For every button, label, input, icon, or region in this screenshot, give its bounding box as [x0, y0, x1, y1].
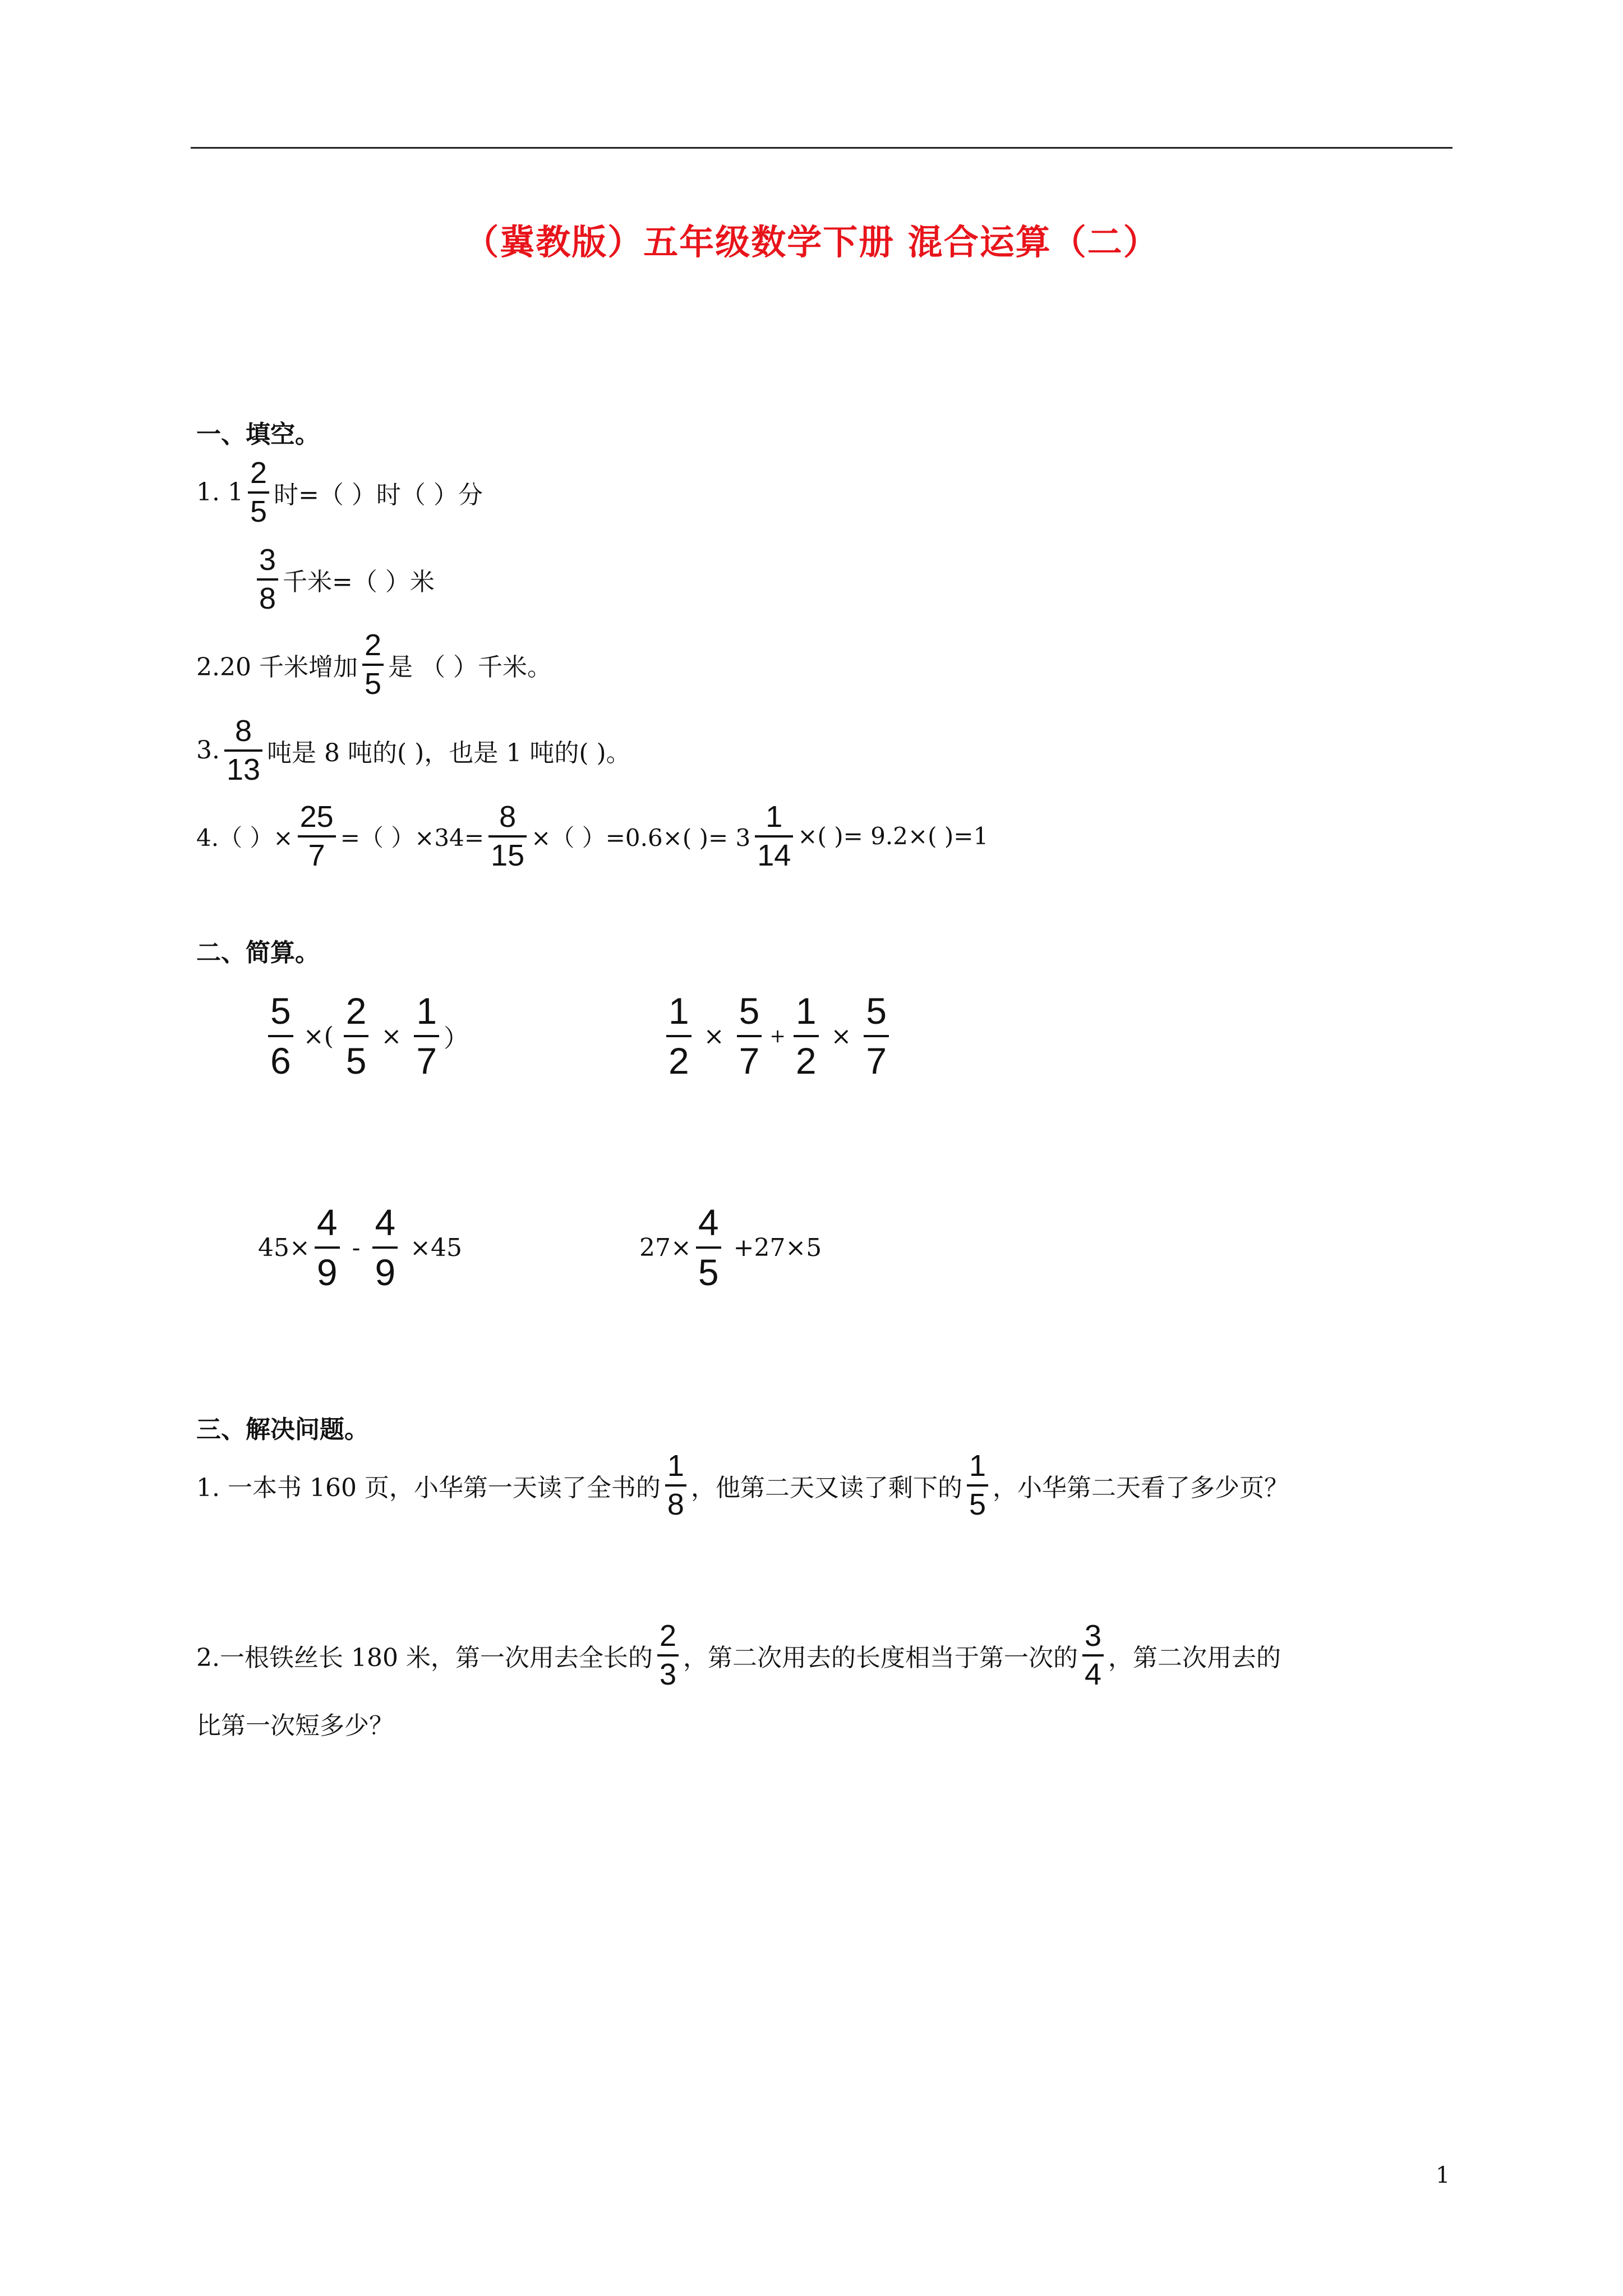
e2-fraction-2	[737, 992, 762, 1081]
expr-4	[639, 1203, 822, 1292]
q1a-line	[196, 457, 483, 527]
fraction-bar	[794, 1035, 819, 1037]
q4-frac3-num: 1	[766, 800, 783, 834]
e1-op1: ×(	[303, 1022, 334, 1051]
fraction-bar	[344, 1035, 369, 1037]
fraction-bar	[362, 664, 384, 666]
e1-f3-num: 1	[416, 990, 437, 1032]
q4-fraction-2	[488, 801, 527, 871]
q2-suffix: 是 （ ）千米。	[388, 652, 552, 682]
q1b-fraction	[257, 544, 278, 614]
q1b-frac-num: 3	[259, 543, 276, 577]
section2-heading: 二、简算。	[196, 938, 320, 967]
e3-f2-num: 4	[375, 1202, 396, 1243]
e1-f2-den: 5	[345, 1040, 367, 1082]
expr-2	[662, 992, 893, 1081]
p2-part2: ，第二次用去的长度相当于第一次的	[683, 1643, 1078, 1672]
expr-3	[258, 1203, 462, 1292]
e2-fraction-3	[794, 992, 819, 1081]
q2-prefix: 2.20 千米增加	[196, 652, 358, 682]
e2-f1-den: 2	[668, 1040, 689, 1082]
p1-part3: ，小华第二天看了多少页？	[993, 1473, 1289, 1502]
fraction-bar	[737, 1035, 762, 1037]
fraction-bar	[414, 1035, 439, 1037]
q3-frac-den: 13	[226, 752, 261, 786]
e4-post: +27×5	[733, 1233, 822, 1262]
q3-prefix: 3.	[196, 736, 220, 765]
q4-frac2-num: 8	[499, 800, 517, 834]
e2-fraction-1	[666, 992, 691, 1081]
header-rule	[191, 147, 1453, 149]
expr-1	[264, 992, 468, 1081]
e1-op3: ）	[444, 1024, 469, 1053]
q4-frac1-den: 7	[308, 838, 325, 872]
e2-f1-num: 1	[668, 990, 689, 1032]
e4-fraction-1	[696, 1203, 721, 1292]
e3-pre: 45×	[258, 1233, 310, 1262]
fraction-bar	[224, 749, 262, 752]
q3-line	[196, 715, 631, 785]
fraction-bar	[666, 1035, 691, 1037]
fraction-bar	[298, 835, 336, 838]
e1-f1-den: 6	[270, 1040, 291, 1082]
q4-part1: 4.（ ）×	[196, 823, 293, 852]
fraction-bar	[696, 1246, 721, 1249]
e3-f2-den: 9	[375, 1251, 396, 1294]
fraction-bar	[248, 491, 269, 494]
q4-fraction-1	[298, 801, 336, 871]
p1-fraction-1	[665, 1450, 686, 1520]
p1-f2-den: 5	[969, 1487, 986, 1521]
e3-fraction-1	[315, 1203, 340, 1292]
p1-part1: 1. 一本书 160 页，小华第一天读了全书的	[196, 1473, 661, 1502]
q4-line	[196, 801, 988, 871]
fraction-bar	[967, 1484, 988, 1487]
q2-frac-den: 5	[364, 666, 382, 701]
q4-fraction-3	[755, 801, 793, 871]
e1-f3-den: 7	[416, 1040, 437, 1082]
e1-f1-num: 5	[270, 990, 291, 1032]
p2-fraction-2	[1082, 1620, 1104, 1690]
e2-f2-num: 5	[739, 990, 760, 1032]
e2-f4-num: 5	[866, 990, 887, 1032]
e1-op2: ×	[381, 1022, 402, 1051]
q3-suffix: 吨是 8 吨的( )，也是 1 吨的( )。	[267, 738, 631, 767]
q1a-frac-num: 2	[250, 456, 268, 490]
q2-frac-num: 2	[364, 628, 382, 662]
p1-fraction-2	[967, 1450, 988, 1520]
q1a-suffix: 时=（ ）时（ ）分	[274, 480, 483, 509]
p1-part2: ，他第二天又读了剩下的	[690, 1473, 962, 1502]
fraction-bar	[1082, 1654, 1104, 1657]
e3-f1-num: 4	[316, 1202, 338, 1243]
problem-2-line2: 比第一次短多少？	[196, 1711, 394, 1740]
fraction-bar	[315, 1246, 340, 1249]
e4-pre: 27×	[639, 1233, 691, 1262]
q3-fraction	[224, 715, 262, 785]
fraction-bar	[665, 1484, 686, 1487]
q4-frac2-den: 15	[491, 838, 525, 872]
fraction-bar	[488, 835, 527, 838]
e1-fraction-1	[268, 992, 293, 1081]
fraction-bar	[257, 578, 278, 581]
q4-frac3-den: 14	[757, 838, 791, 872]
fraction-bar	[864, 1035, 889, 1037]
e1-fraction-2	[344, 992, 369, 1081]
page-title: （冀教版）五年级数学下册 混合运算（二）	[464, 222, 1159, 263]
q2-line	[196, 629, 552, 700]
fraction-bar	[657, 1654, 679, 1657]
e3-op: -	[352, 1233, 361, 1262]
q3-frac-num: 8	[235, 714, 252, 748]
p2-f1-den: 3	[659, 1657, 676, 1691]
q1b-suffix: 千米=（ ）米	[283, 567, 435, 596]
e2-f3-den: 2	[795, 1040, 817, 1082]
q1a-prefix: 1. 1	[196, 478, 243, 507]
q4-frac1-num: 25	[299, 800, 334, 834]
p1-f1-den: 8	[667, 1487, 684, 1521]
section3-heading: 三、解决问题。	[196, 1415, 369, 1444]
e2-op3: ×	[831, 1022, 852, 1051]
q2-fraction	[362, 629, 384, 700]
fraction-bar	[755, 835, 793, 838]
q4-part4: ×( )= 9.2×( )=1	[797, 822, 989, 850]
section1-heading: 一、填空。	[196, 420, 320, 449]
e4-f1-den: 5	[698, 1251, 719, 1294]
e2-fraction-4	[864, 992, 889, 1081]
p2-f1-num: 2	[659, 1619, 676, 1653]
e1-fraction-3	[414, 992, 439, 1081]
e2-op1: ×	[703, 1022, 725, 1051]
p1-f2-num: 1	[969, 1449, 986, 1483]
e3-f1-den: 9	[316, 1251, 338, 1294]
e2-op2: +	[769, 1025, 786, 1048]
fraction-bar	[372, 1246, 398, 1249]
p2-part3: ，第二次用去的	[1108, 1643, 1281, 1672]
e3-post: ×45	[410, 1233, 463, 1262]
e3-fraction-2	[372, 1203, 398, 1292]
p1-f1-num: 1	[667, 1449, 684, 1483]
p2-f2-num: 3	[1084, 1619, 1102, 1653]
problem-2	[196, 1620, 1281, 1690]
q4-part3: ×（ ）=0.6×( )= 3	[531, 823, 751, 852]
e2-f4-den: 7	[866, 1040, 887, 1082]
q4-part2: =（ ）×34=	[340, 823, 485, 852]
p2-f2-den: 4	[1084, 1657, 1102, 1691]
p2-fraction-1	[657, 1620, 679, 1690]
q1b-line	[252, 544, 435, 614]
q1a-frac-den: 5	[250, 494, 268, 528]
p2-part1: 2.一根铁丝长 180 米，第一次用去全长的	[196, 1643, 653, 1672]
q1a-fraction	[248, 457, 269, 527]
e2-f2-den: 7	[739, 1040, 760, 1082]
q1b-frac-den: 8	[259, 581, 276, 615]
e2-f3-num: 1	[795, 990, 817, 1032]
e4-f1-num: 4	[698, 1202, 719, 1243]
fraction-bar	[268, 1035, 293, 1037]
page-number: 1	[1436, 2162, 1450, 2188]
e1-f2-num: 2	[345, 990, 367, 1032]
problem-1	[196, 1450, 1289, 1520]
